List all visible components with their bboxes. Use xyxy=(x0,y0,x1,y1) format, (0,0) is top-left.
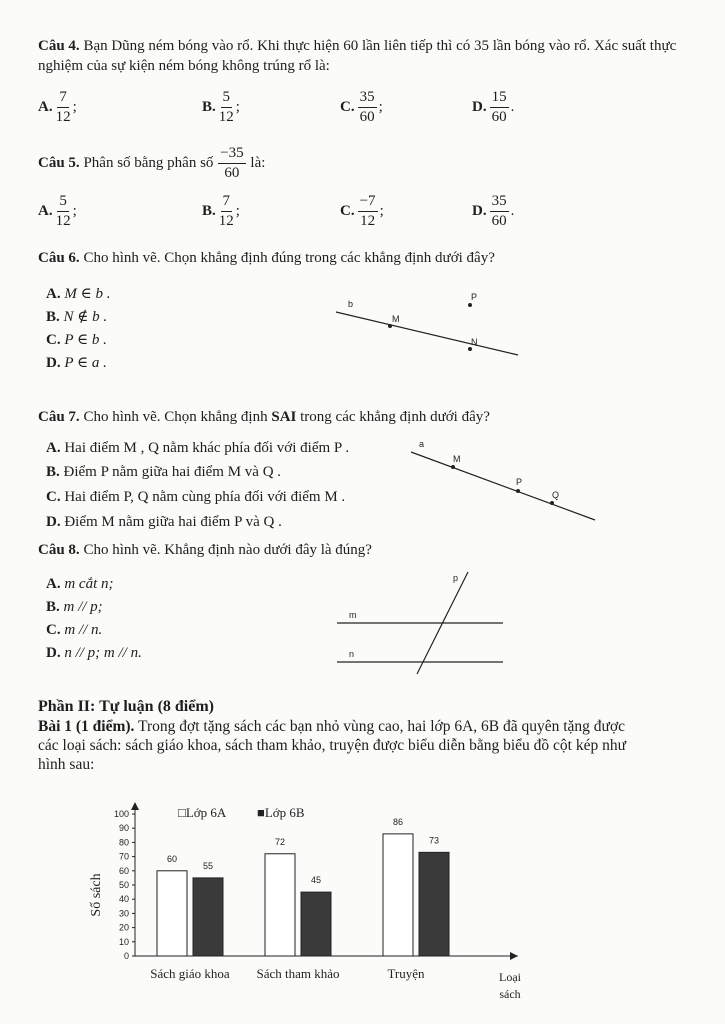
question-5-option-d xyxy=(472,192,514,231)
fraction-denominator: 12 xyxy=(55,109,71,125)
y-tick-label: 80 xyxy=(118,837,129,848)
y-tick-label: 30 xyxy=(118,908,129,919)
point-m-label: M xyxy=(453,454,461,464)
question-4-text: Bạn Dũng ném bóng vào rổ. Khi thực hiện 60 lần liên tiếp thì có 35 lần bóng vào rổ. Xác suất thực nghiệm của sự kiện ném bóng không trúng rổ là: xyxy=(38,38,677,74)
option-label: B. xyxy=(202,203,216,219)
question-5-text: Phân số bằng phân số xyxy=(83,155,214,171)
y-tick-label: 60 xyxy=(118,865,129,876)
question-7-text-after: trong các khẳng định dưới đây? xyxy=(300,409,490,425)
option-text: P ∈ b . xyxy=(64,332,107,348)
line-b-label: b xyxy=(348,299,354,309)
question-8-option-d xyxy=(46,643,142,663)
option-label: C. xyxy=(340,203,355,219)
option-end: ; xyxy=(235,203,240,219)
question-7-bold-word: SAI xyxy=(271,409,297,425)
x-axis-arrow xyxy=(510,952,518,960)
fraction-numerator: 7 xyxy=(57,88,69,108)
line-b xyxy=(336,312,518,355)
point-p-label: P xyxy=(471,292,478,302)
bar-6a xyxy=(383,834,413,956)
fraction-numerator: 35 xyxy=(358,88,377,108)
option-fraction xyxy=(56,88,71,127)
bar-value-label: 55 xyxy=(202,860,214,871)
question-7-figure xyxy=(405,435,605,530)
option-label: B. xyxy=(46,599,60,615)
fraction-denominator: 60 xyxy=(491,109,507,125)
option-label: C. xyxy=(46,622,61,638)
question-7-label: Câu 7. xyxy=(38,409,80,425)
option-text: N ∉ b . xyxy=(63,309,108,325)
option-text: n // p; m // n. xyxy=(64,645,142,661)
fraction-numerator: 5 xyxy=(57,192,69,212)
fraction-numerator: 35 xyxy=(490,192,509,212)
question-6-option-d xyxy=(46,353,107,373)
point-m-label: M xyxy=(392,314,400,324)
point-m xyxy=(451,465,455,469)
option-fraction xyxy=(490,192,509,231)
y-tick-label: 100 xyxy=(113,809,129,819)
option-label: A. xyxy=(38,99,53,115)
option-label: C. xyxy=(340,99,355,115)
option-label: D. xyxy=(46,514,61,530)
y-tick-label: 20 xyxy=(118,922,129,933)
option-text: Hai điểm P, Q nằm cùng phía đối với điểm M . xyxy=(64,489,346,505)
line-p-label: p xyxy=(453,573,459,583)
question-4-label: Câu 4. xyxy=(38,38,80,54)
y-tick-label: 0 xyxy=(123,951,129,961)
question-4-option-b xyxy=(202,88,240,127)
question-6-label: Câu 6. xyxy=(38,250,80,266)
fraction-numerator: 5 xyxy=(221,88,233,108)
option-label: A. xyxy=(46,440,61,456)
fraction-denominator: 12 xyxy=(55,213,71,229)
category-label: Truyện xyxy=(387,966,425,981)
question-6-text: Cho hình vẽ. Chọn khẳng định đúng trong các khẳng định dưới đây? xyxy=(83,250,495,266)
fraction-denominator: 60 xyxy=(224,165,240,181)
bai1-label: Bài 1 (1 điểm). xyxy=(38,718,135,735)
option-text: Hai điểm M , Q nằm khác phía đối với điểm P . xyxy=(64,440,350,456)
bar-value-label: 60 xyxy=(166,853,178,864)
question-7-option-a xyxy=(46,438,349,458)
question-8-option-c xyxy=(46,620,102,640)
option-label: A. xyxy=(46,576,61,592)
question-7-option-b xyxy=(46,462,281,482)
option-label: D. xyxy=(46,355,61,371)
option-label: D. xyxy=(472,99,487,115)
question-8-label: Câu 8. xyxy=(38,542,80,558)
point-p xyxy=(468,303,472,307)
y-tick-label: 10 xyxy=(118,936,129,947)
fraction-denominator: 12 xyxy=(360,213,376,229)
part2-title: Phần II: Tự luận (8 điểm) xyxy=(38,698,215,715)
book-donation-chart xyxy=(80,800,540,1010)
point-m xyxy=(388,324,392,328)
question-4-option-c xyxy=(340,88,383,127)
bar-value-label: 73 xyxy=(428,835,440,846)
y-tick-label: 90 xyxy=(118,823,129,834)
bai1-line1: Trong đợt tặng sách các bạn nhỏ vùng cao, hai lớp 6A, 6B đã quyên tặng được xyxy=(138,718,626,735)
option-end: ; xyxy=(378,99,383,115)
question-5-label: Câu 5. xyxy=(38,155,80,171)
option-label: B. xyxy=(46,464,60,480)
option-end: ; xyxy=(72,203,77,219)
option-end: . xyxy=(510,203,515,219)
fraction-denominator: 12 xyxy=(218,109,234,125)
option-end: ; xyxy=(72,99,77,115)
question-7-option-c xyxy=(46,487,345,507)
question-5-stem xyxy=(38,144,265,183)
question-5-option-a xyxy=(38,192,77,231)
question-5-option-c xyxy=(340,192,384,231)
option-end: ; xyxy=(379,203,384,219)
option-label: A. xyxy=(38,203,53,219)
question-7-stem xyxy=(38,407,490,427)
category-label: Sách giáo khoa xyxy=(150,966,230,981)
point-q-label: Q xyxy=(552,490,560,500)
bar-value-label: 72 xyxy=(274,836,286,847)
bar-6b xyxy=(419,852,449,956)
point-q xyxy=(550,501,554,505)
question-6-stem xyxy=(38,248,495,268)
question-8-stem xyxy=(38,540,372,560)
option-text: Điểm P nằm giữa hai điểm M và Q . xyxy=(63,464,282,480)
bar-value-label: 45 xyxy=(310,875,322,886)
fraction-numerator: 15 xyxy=(490,88,509,108)
question-4-option-d xyxy=(472,88,514,127)
bar-6a xyxy=(265,854,295,956)
y-tick-label: 50 xyxy=(118,880,129,890)
point-p xyxy=(516,489,520,493)
y-tick-label: 40 xyxy=(118,894,129,905)
point-p-label: P xyxy=(516,477,523,487)
bar-6b xyxy=(193,878,223,956)
y-axis-label: Số sách xyxy=(89,873,104,917)
fraction-numerator: 7 xyxy=(221,192,233,212)
x-axis-label-line1: Loại xyxy=(499,970,521,984)
option-text: P ∈ a . xyxy=(64,355,107,371)
category-label: Sách tham khảo xyxy=(256,966,340,981)
legend-6a: □Lớp 6A xyxy=(178,805,227,820)
option-label: C. xyxy=(46,332,61,348)
option-label: B. xyxy=(202,99,216,115)
question-7-text-before: Cho hình vẽ. Chọn khẳng định xyxy=(83,409,268,425)
question-5-fraction xyxy=(218,144,245,183)
question-4-stem xyxy=(38,36,688,76)
line-a xyxy=(411,452,595,520)
question-5-text-end: là: xyxy=(250,155,266,171)
option-end: . xyxy=(510,99,515,115)
line-a-label: a xyxy=(419,439,425,449)
fraction-denominator: 60 xyxy=(359,109,375,125)
line-m-label: m xyxy=(349,610,357,620)
question-8-option-a xyxy=(46,574,114,594)
option-label: C. xyxy=(46,489,61,505)
option-text: m // n. xyxy=(64,622,103,638)
option-end: ; xyxy=(235,99,240,115)
option-label: D. xyxy=(472,203,487,219)
bar-6a xyxy=(157,871,187,956)
x-axis-label-line2: sách xyxy=(499,987,521,1001)
question-6-option-a xyxy=(46,284,110,304)
option-label: B. xyxy=(46,309,60,325)
option-text: m // p; xyxy=(63,599,103,615)
option-fraction xyxy=(490,88,509,127)
option-fraction xyxy=(56,192,71,231)
y-tick-label: 70 xyxy=(118,851,129,862)
option-fraction xyxy=(358,192,378,231)
legend-6b: ■Lớp 6B xyxy=(257,805,305,820)
bar-6b xyxy=(301,892,331,956)
option-fraction xyxy=(219,88,234,127)
y-axis-arrow xyxy=(131,802,139,810)
fraction-denominator: 12 xyxy=(218,213,234,229)
question-4-option-a xyxy=(38,88,77,127)
bai1-text xyxy=(38,717,626,774)
option-fraction xyxy=(358,88,377,127)
bar-value-label: 86 xyxy=(392,816,404,827)
point-n-label: N xyxy=(471,337,478,347)
option-label: A. xyxy=(46,286,61,302)
option-fraction xyxy=(219,192,234,231)
question-8-text: Cho hình vẽ. Khẳng định nào dưới đây là đúng? xyxy=(83,542,372,558)
fraction-numerator: −35 xyxy=(218,144,245,164)
line-n-label: n xyxy=(349,649,355,659)
bai1-line2: các loại sách: sách giáo khoa, sách tham khảo, truyện được biểu diễn bằng biểu đồ cột kép như xyxy=(38,737,626,754)
question-6-option-c xyxy=(46,330,107,350)
question-6-figure xyxy=(330,285,520,360)
fraction-numerator: −7 xyxy=(358,192,378,212)
question-5-option-b xyxy=(202,192,240,231)
question-6-option-b xyxy=(46,307,107,327)
question-8-figure xyxy=(335,568,510,678)
point-n xyxy=(468,347,472,351)
fraction-denominator: 60 xyxy=(491,213,507,229)
question-8-option-b xyxy=(46,597,103,617)
bai1-line3: hình sau: xyxy=(38,756,95,773)
option-text: M ∈ b . xyxy=(64,286,111,302)
option-label: D. xyxy=(46,645,61,661)
option-text: Điểm M nằm giữa hai điểm P và Q . xyxy=(64,514,282,530)
option-text: m cắt n; xyxy=(64,576,114,592)
question-7-option-d xyxy=(46,512,282,532)
